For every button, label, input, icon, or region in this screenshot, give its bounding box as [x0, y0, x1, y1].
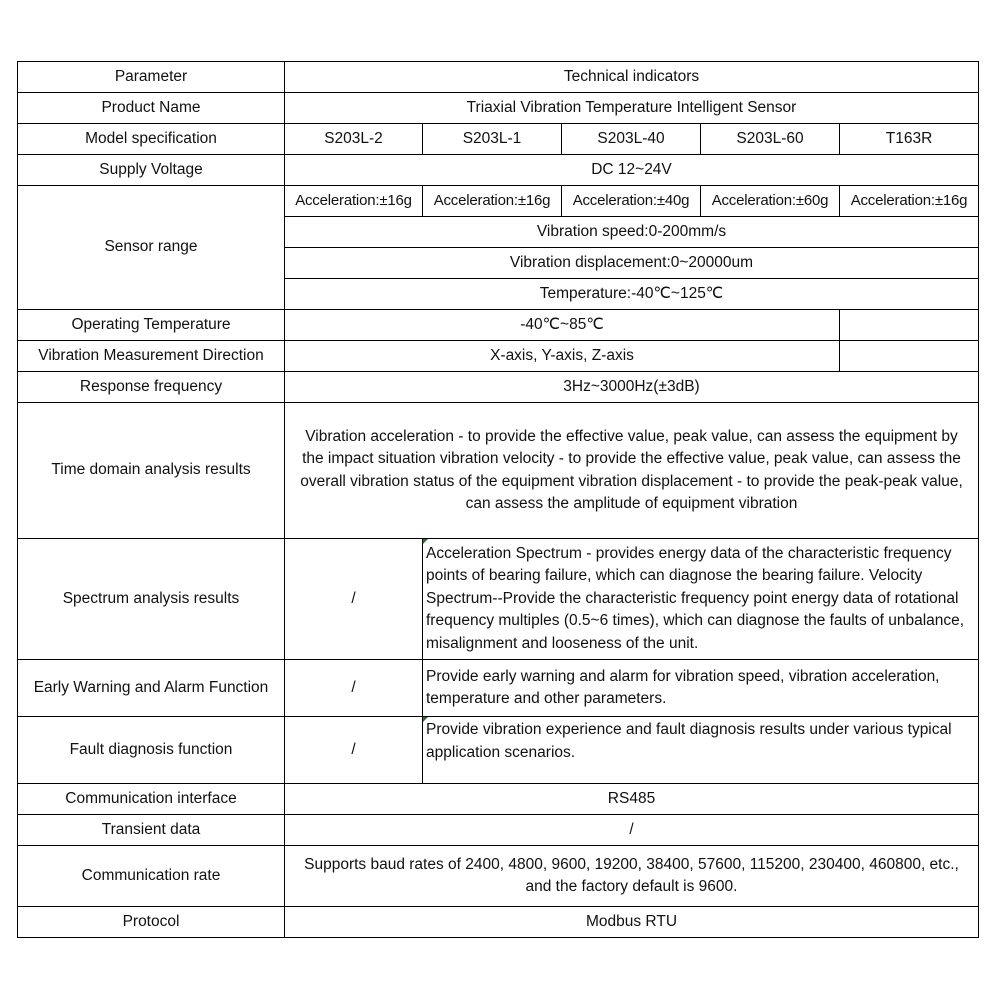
value-operating-temperature: -40℃~85℃ — [285, 310, 840, 341]
value-slash: / — [285, 717, 423, 784]
row-spectrum-analysis — [18, 539, 979, 660]
label-supply-voltage: Supply Voltage — [18, 155, 285, 186]
acceleration-cell: Acceleration:±16g — [285, 186, 423, 217]
value-transient-data: / — [285, 815, 979, 846]
value-response-frequency: 3Hz~3000Hz(±3dB) — [285, 372, 979, 403]
cell-marker — [423, 717, 428, 722]
cell-marker — [423, 539, 428, 544]
empty-cell — [840, 310, 979, 341]
model-cell: S203L-1 — [423, 124, 562, 155]
value-communication-rate: Supports baud rates of 2400, 4800, 9600, 19200, 38400, 57600, 115200, 230400, 460800, etc., and the factory default is 9600. — [285, 846, 979, 907]
spectrum-text: Acceleration Spectrum - provides energy data of the characteristic frequency points of bearing failure, which can diagnose the bearing failure. Velocity Spectrum--Provide the characteristic frequency point energy data of rotational frequency multiples (0.5~6 times), which can diagnose the faults of unbalance, misalignment and looseness of the unit. — [426, 544, 965, 652]
header-parameter: Parameter — [18, 62, 285, 93]
value-vibration-displacement: Vibration displacement:0~20000um — [285, 248, 979, 279]
acceleration-cell: Acceleration:±16g — [423, 186, 562, 217]
row-sensor-range-acceleration — [18, 186, 979, 217]
value-product-name: Triaxial Vibration Temperature Intelligent Sensor — [285, 93, 979, 124]
spec-table — [17, 61, 979, 938]
model-cell: S203L-40 — [562, 124, 701, 155]
value-slash: / — [285, 539, 423, 660]
row-measurement-direction — [18, 341, 979, 372]
label-fault-diagnosis: Fault diagnosis function — [18, 717, 285, 784]
row-time-domain — [18, 403, 979, 539]
header-technical-indicators: Technical indicators — [285, 62, 979, 93]
model-cell: T163R — [840, 124, 979, 155]
acceleration-cell: Acceleration:±16g — [840, 186, 979, 217]
label-operating-temperature: Operating Temperature — [18, 310, 285, 341]
label-spectrum-analysis: Spectrum analysis results — [18, 539, 285, 660]
empty-cell — [840, 341, 979, 372]
value-communication-interface: RS485 — [285, 784, 979, 815]
label-early-warning: Early Warning and Alarm Function — [18, 660, 285, 717]
row-communication-rate — [18, 846, 979, 907]
value-protocol: Modbus RTU — [285, 907, 979, 938]
value-spectrum-analysis — [423, 539, 979, 660]
row-early-warning — [18, 660, 979, 717]
label-transient-data: Transient data — [18, 815, 285, 846]
value-vibration-speed: Vibration speed:0-200mm/s — [285, 217, 979, 248]
row-transient-data — [18, 815, 979, 846]
model-cell: S203L-60 — [701, 124, 840, 155]
label-model-specification: Model specification — [18, 124, 285, 155]
fault-diagnosis-text: Provide vibration experience and fault diagnosis results under various typical application scenarios. — [426, 721, 952, 761]
label-sensor-range: Sensor range — [18, 186, 285, 310]
model-cell: S203L-2 — [285, 124, 423, 155]
label-response-frequency: Response frequency — [18, 372, 285, 403]
row-protocol — [18, 907, 979, 938]
label-protocol: Protocol — [18, 907, 285, 938]
row-response-frequency — [18, 372, 979, 403]
value-measurement-direction: X-axis, Y-axis, Z-axis — [285, 341, 840, 372]
value-temperature-range: Temperature:-40℃~125℃ — [285, 279, 979, 310]
label-communication-rate: Communication rate — [18, 846, 285, 907]
row-operating-temperature — [18, 310, 979, 341]
value-early-warning: Provide early warning and alarm for vibration speed, vibration acceleration, temperature and other parameters. — [423, 660, 979, 717]
label-product-name: Product Name — [18, 93, 285, 124]
row-communication-interface — [18, 784, 979, 815]
value-slash: / — [285, 660, 423, 717]
row-supply-voltage — [18, 155, 979, 186]
value-fault-diagnosis — [423, 717, 979, 784]
row-model-specification — [18, 124, 979, 155]
acceleration-cell: Acceleration:±40g — [562, 186, 701, 217]
label-time-domain: Time domain analysis results — [18, 403, 285, 539]
value-time-domain: Vibration acceleration - to provide the effective value, peak value, can assess the equipment by the impact situation vibration velocity - to provide the effective value, peak value, can assess the overall vibration status of the equipment vibration displacement - to provide the peak-peak value, can assess the amplitude of equipment vibration — [285, 403, 979, 539]
table-header-row — [18, 62, 979, 93]
acceleration-cell: Acceleration:±60g — [701, 186, 840, 217]
value-supply-voltage: DC 12~24V — [285, 155, 979, 186]
row-product-name — [18, 93, 979, 124]
label-communication-interface: Communication interface — [18, 784, 285, 815]
label-measurement-direction: Vibration Measurement Direction — [18, 341, 285, 372]
row-fault-diagnosis — [18, 717, 979, 784]
